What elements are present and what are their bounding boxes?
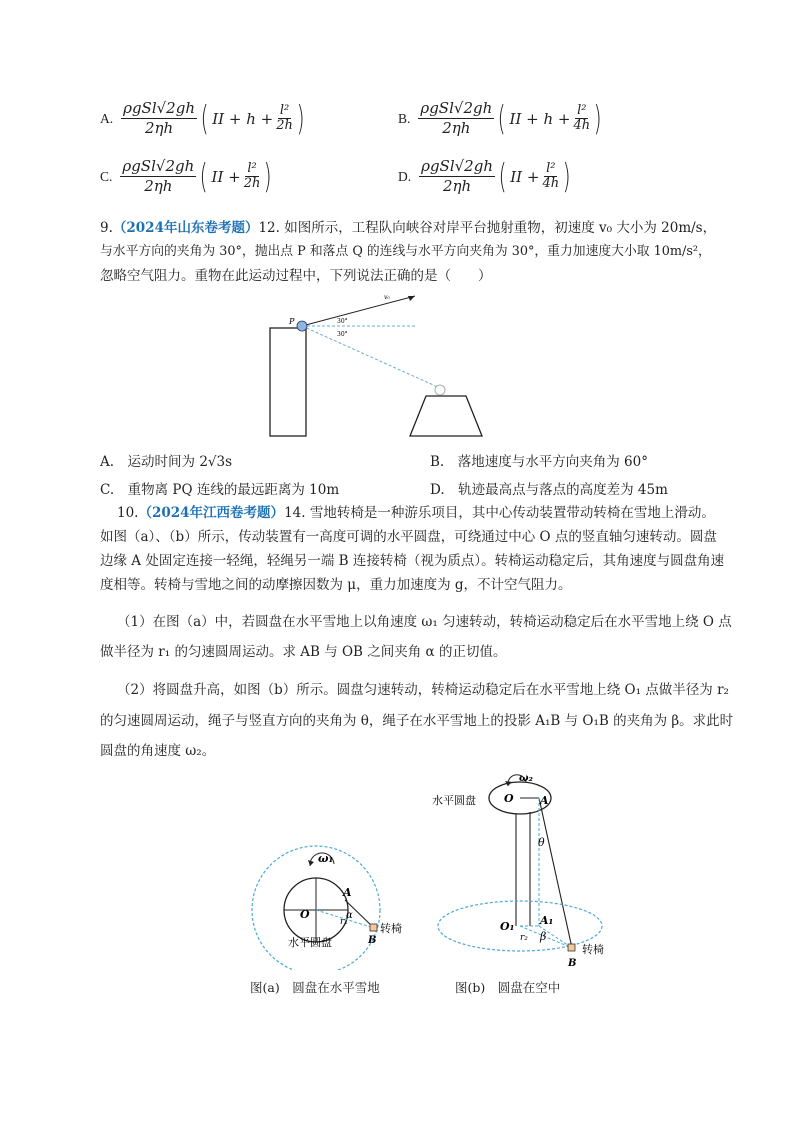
option-a[interactable]: A. $\frac{\text{ρgSl√2gh}}{2\eta h}$ ( II + h + $\frac{\text{l²}}{2h}$ ) — [100, 98, 305, 139]
pq-dashed — [302, 326, 440, 388]
label-disk: 水平圆盘 — [432, 794, 476, 807]
ball-p — [297, 321, 307, 331]
label-a1: A₁ — [540, 914, 554, 927]
projectile-figure — [260, 290, 530, 440]
figure-b-caption: 图(b) 圆盘在空中 — [455, 980, 561, 995]
label-chair: 转椅 — [380, 922, 402, 935]
figure-b — [420, 768, 620, 978]
label-o1: O₁ — [500, 920, 515, 933]
label-a: A — [343, 886, 352, 899]
chair-b — [370, 924, 377, 931]
angle-label-2: 30° — [337, 331, 348, 338]
right-platform — [410, 396, 482, 436]
label-theta: θ — [538, 836, 545, 849]
label-a: A — [540, 794, 549, 807]
figure-a — [250, 800, 420, 970]
option-c[interactable]: C. $\frac{\text{ρgSl√2gh}}{2\eta h}$ ( II + $\frac{\text{l²}}{2h}$ ) — [100, 156, 272, 197]
q10-line2: 如图（a）、（b）所示，传动装置有一高度可调的水平圆盘，可绕通过中心 O 点的竖直轴匀速转动。圆盘 — [100, 529, 717, 545]
option-label: A. — [100, 110, 114, 126]
q10-line1: 10.（2024年江西卷考题）14. 雪地转椅是一种游乐项目，其中心传动装置带动转椅在雪地上滑动。 — [117, 505, 715, 521]
label-b: B — [368, 935, 377, 946]
label-r2: r₂ — [520, 933, 528, 943]
q10-source: （2024年江西卷考题） — [138, 505, 285, 521]
q10-p2a: （2）将圆盘升高，如图（b）所示。圆盘匀速转动，转椅运动稳定后在水平雪地上绕 O₁ 点做半径为 r₂ — [117, 682, 729, 698]
angle-label-1: 30° — [337, 318, 348, 325]
label-r1: r₁ — [340, 917, 348, 927]
omega1-label: ω₁ — [318, 852, 334, 865]
formula-fraction: $\frac{\text{ρgSl√2gh}}{2\eta h}$ — [123, 99, 195, 138]
q9-line2: 与水平方向的夹角为 30°，抛出点 P 和落点 Q 的连线与水平方向夹角为 30°，重力加速度大小取 10m/s²， — [100, 244, 711, 259]
q9-line1: 9.（2024年山东卷考题）12. 如图所示，工程队向峡谷对岸平台抛射重物，初速度 v₀ 大小为 20m/s， — [100, 220, 717, 236]
omega2-label: ω₂ — [519, 773, 533, 784]
label-disk: 水平圆盘 — [288, 936, 332, 949]
q10-p2b: 的匀速圆周运动，绳子与竖直方向的夹角为 θ，绳子在水平雪地上的投影 A₁B 与 O₁B 的夹角为 β。求此时 — [100, 713, 734, 729]
q9-option-b[interactable]: B. 落地速度与水平方向夹角为 60° — [430, 454, 648, 470]
velocity-arrow — [302, 296, 415, 326]
formula-fraction: $\frac{\text{ρgSl√2gh}}{2\eta h}$ — [421, 157, 493, 196]
ball-q — [435, 385, 445, 395]
q9-source: （2024年山东卷考题） — [112, 220, 259, 236]
option-d[interactable]: D. $\frac{\text{ρgSl√2gh}}{2\eta h}$ ( II + $\frac{\text{l²}}{4h}$ ) — [398, 156, 571, 197]
option-label: C. — [100, 168, 113, 184]
q10-p1a: （1）在图（a）中，若圆盘在水平雪地上以角速度 ω₁ 匀速转动，转椅运动稳定后在水平雪地上绕 O 点 — [117, 614, 732, 630]
option-label: B. — [398, 110, 411, 126]
left-cliff — [270, 328, 306, 436]
label-v0: v₀ — [384, 294, 390, 301]
label-alpha: α — [346, 910, 353, 921]
q9-option-a[interactable]: A. 运动时间为 2√3s — [100, 454, 233, 470]
q9-option-c[interactable]: C. 重物离 PQ 连线的最远距离为 10m — [100, 482, 340, 498]
q10-p1b: 做半径为 r₁ 的匀速圆周运动。求 AB 与 OB 之间夹角 α 的正切值。 — [100, 644, 507, 660]
q10-p2c: 圆盘的角速度 ω₂。 — [100, 743, 216, 759]
label-p: P — [289, 317, 295, 326]
label-b: B — [568, 958, 577, 969]
label-o: O — [504, 792, 514, 805]
formula-fraction: $\frac{\text{ρgSl√2gh}}{2\eta h}$ — [122, 157, 195, 196]
q10-line3: 边缘 A 处固定连接一轻绳，轻绳另一端 B 连接转椅（视为质点）。转椅运动稳定后，其角速度与圆盘角速 — [100, 553, 725, 569]
q9-option-d[interactable]: D. 轨迹最高点与落点的高度差为 45m — [430, 482, 668, 498]
label-chair: 转椅 — [582, 943, 604, 956]
chair-b — [568, 944, 575, 951]
figure-a-caption: 图(a) 圆盘在水平雪地 — [250, 980, 380, 995]
label-beta: β — [540, 930, 547, 943]
option-b[interactable]: B. $\frac{\text{ρgSl√2gh}}{2\eta h}$ ( II + h + $\frac{\text{l²}}{4h}$ ) — [398, 98, 602, 139]
q10-line4: 度相等。转椅与雪地之间的动摩擦因数为 μ，重力加速度为 g，不计空气阻力。 — [100, 577, 572, 593]
label-o: O — [300, 908, 310, 921]
formula-fraction: $\frac{\text{ρgSl√2gh}}{2\eta h}$ — [420, 99, 493, 138]
option-label: D. — [398, 168, 412, 184]
q9-line3: 忽略空气阻力。重物在此运动过程中，下列说法正确的是（ ） — [100, 268, 492, 284]
